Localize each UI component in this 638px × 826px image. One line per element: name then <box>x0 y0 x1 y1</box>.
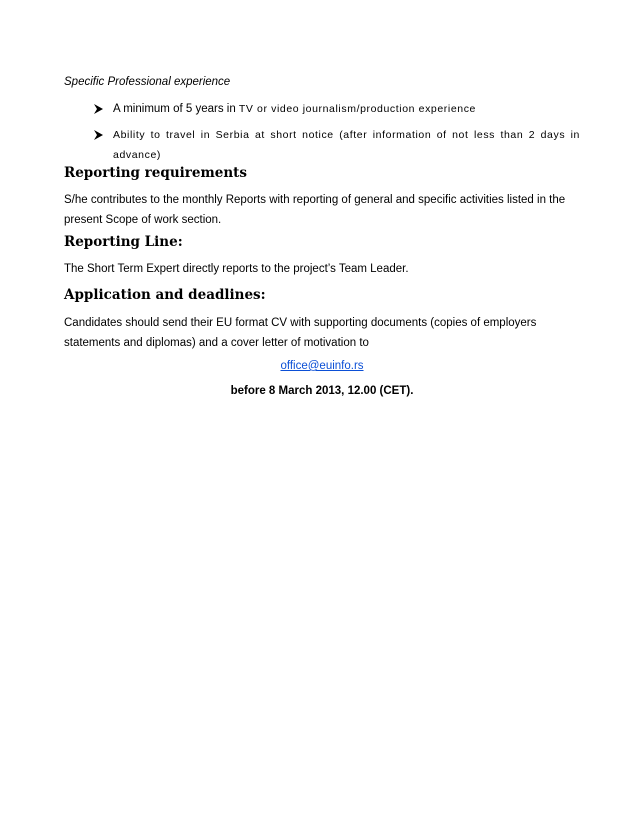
section-label: Specific Professional experience <box>64 76 231 88</box>
bullet-lead-text: A minimum of 5 years in <box>113 103 239 115</box>
section-body: Candidates should send their EU format CV with supporting documents (copies of employers statements and diplomas) and a cover letter of motivation to <box>64 317 537 349</box>
email-line <box>64 356 580 376</box>
deadline-text: before 8 March 2013, 12.00 (CET). <box>230 385 414 397</box>
section-heading: Application and deadlines: <box>64 287 266 303</box>
section-heading: Reporting requirements <box>64 165 247 181</box>
email-link[interactable]: office@euinfo.rs <box>280 360 364 372</box>
bullet-text: Ability to travel in Serbia at short notice (after information of not less than 2 days in advance) <box>113 129 580 161</box>
bullet-text: TV or video journalism/production experience <box>238 103 476 115</box>
arrow-bullet-icon <box>94 130 103 140</box>
section-body: The Short Term Expert directly reports to the project’s Team Leader. <box>64 263 409 275</box>
section-heading: Reporting Line: <box>64 234 183 250</box>
section-body: S/he contributes to the monthly Reports with reporting of general and specific activities listed in the present Scope of work section. <box>64 194 566 226</box>
arrow-bullet-icon <box>94 104 103 114</box>
